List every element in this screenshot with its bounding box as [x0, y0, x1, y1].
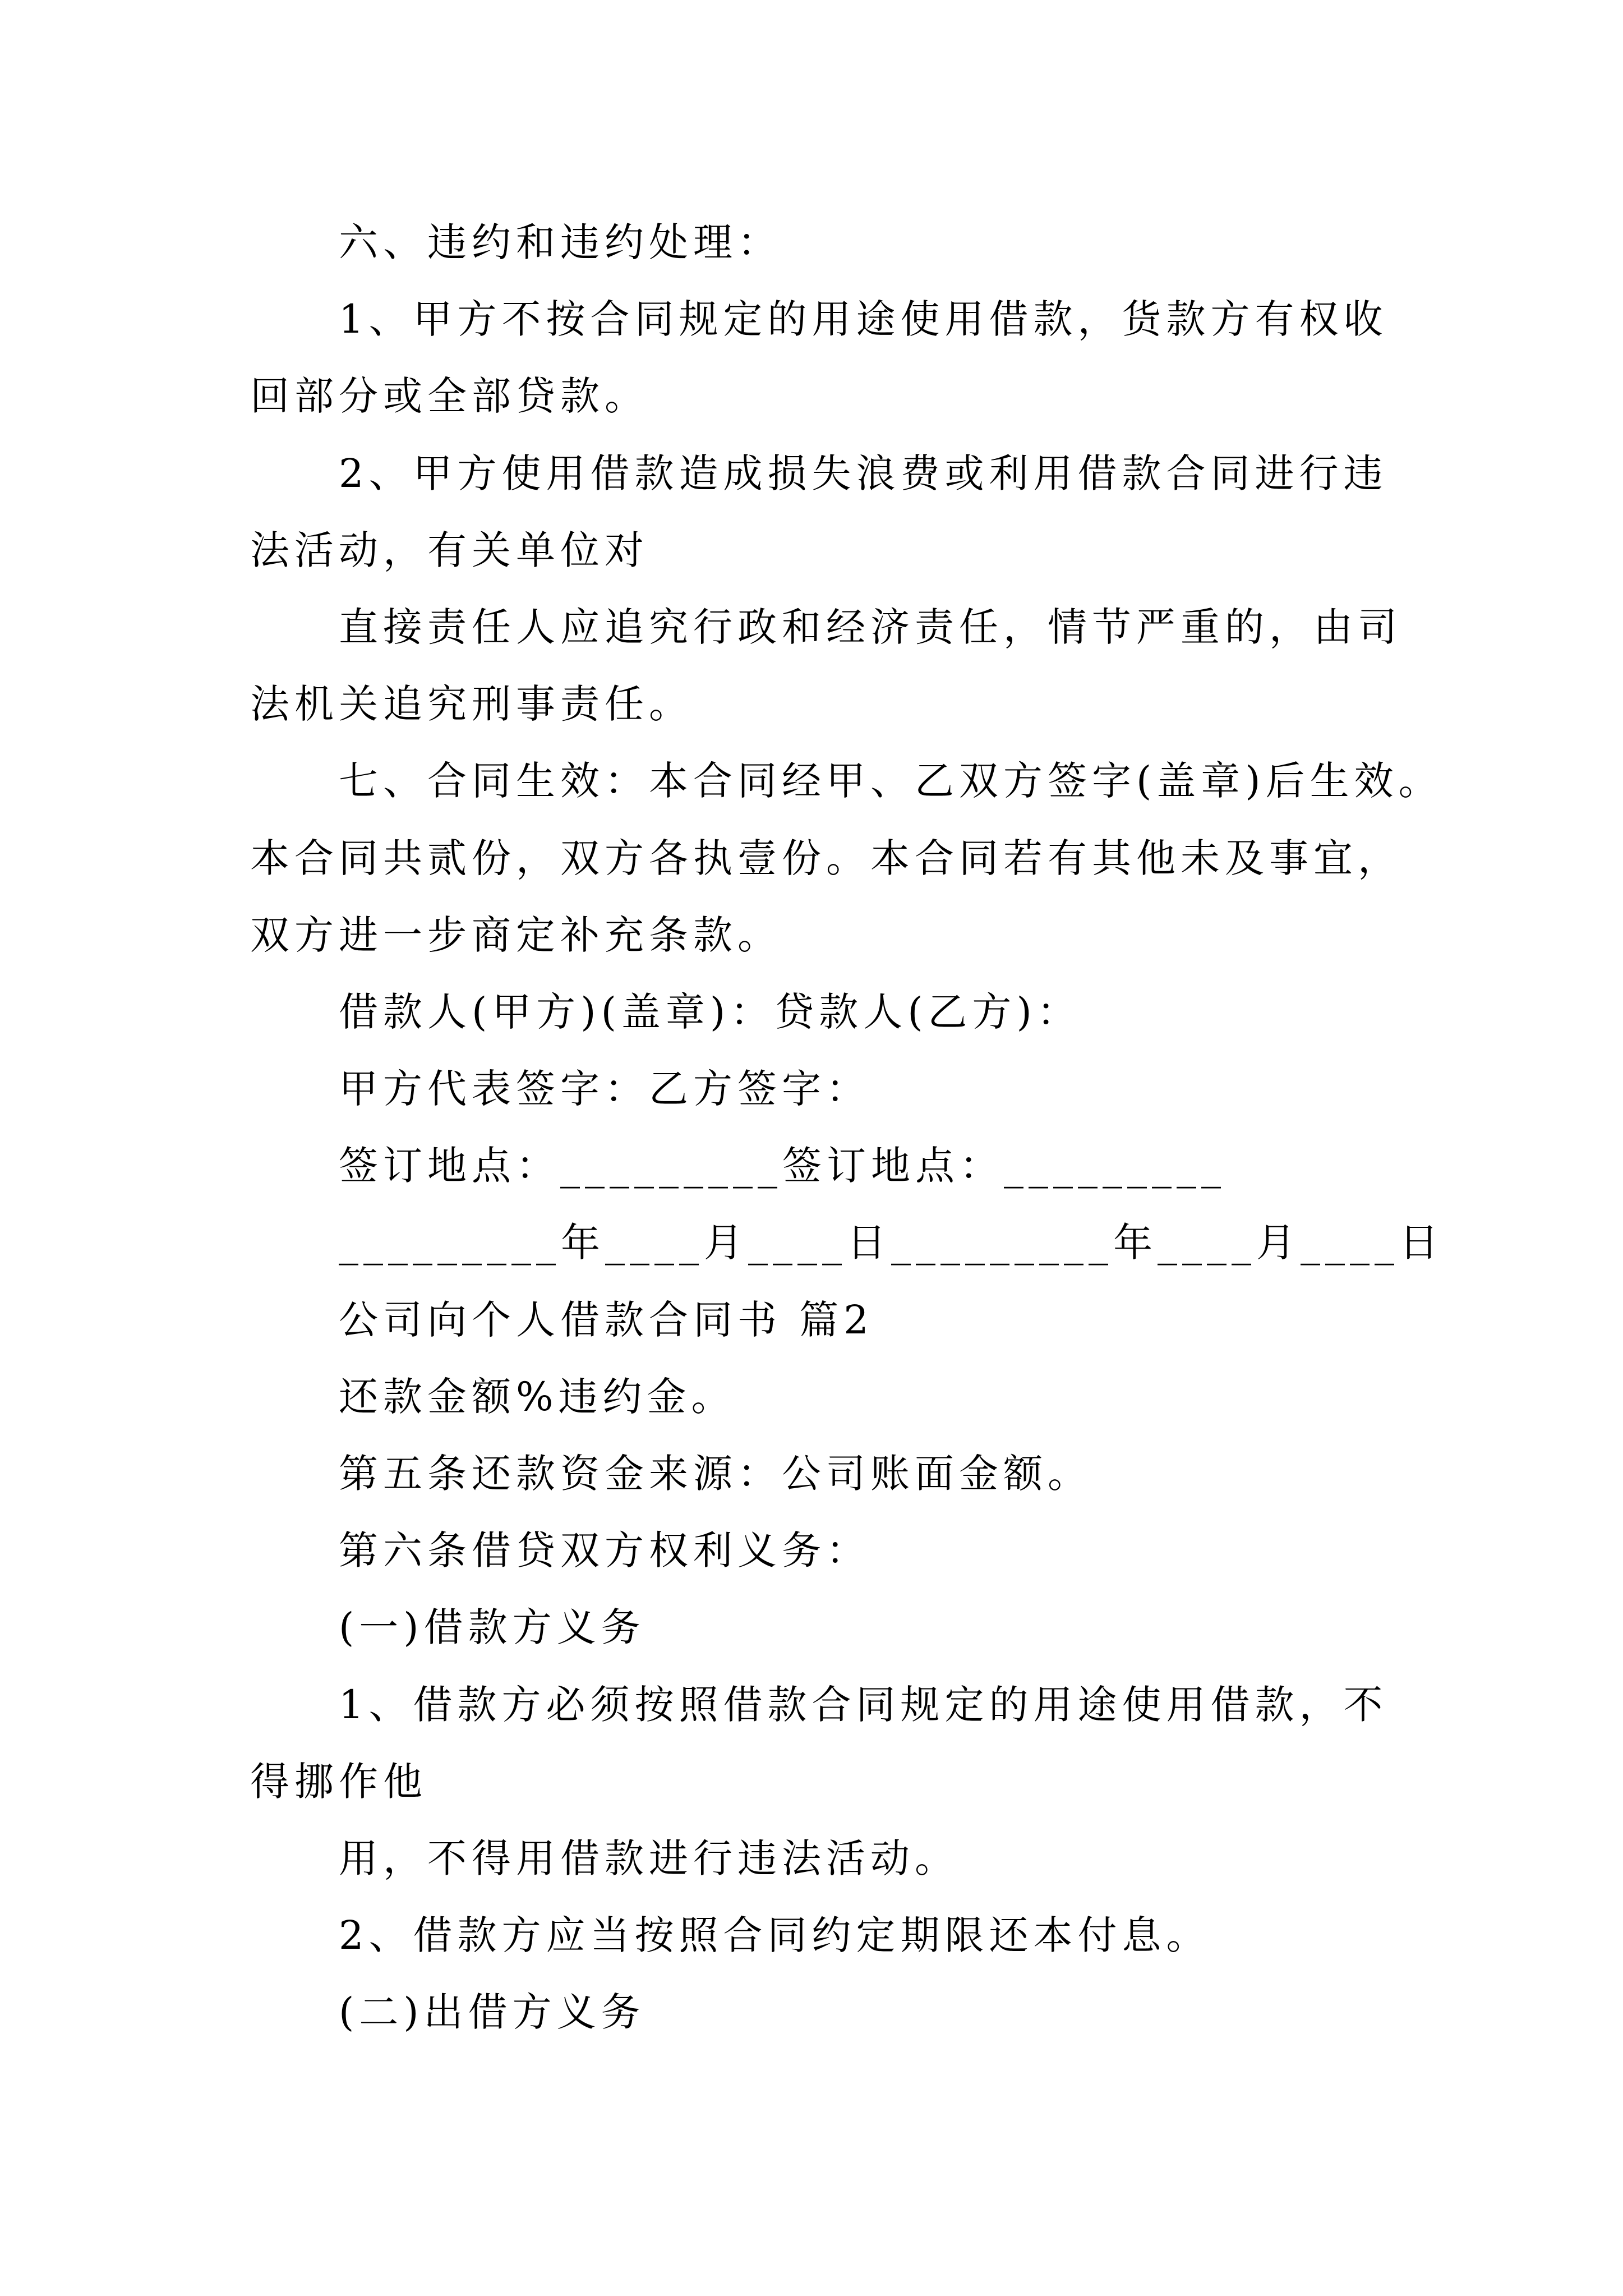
document-line: 本合同共贰份，双方各执壹份。本合同若有其他未及事宜， [250, 835, 1402, 881]
clause-paragraph [250, 281, 1456, 435]
document-line: 第五条还款资金来源：公司账面金额。 [339, 1451, 1092, 1497]
document-line: 用，不得用借款进行违法活动。 [339, 1835, 959, 1881]
clause-paragraph [250, 435, 1456, 589]
document-line: (二)出借方义务 [339, 1989, 645, 2036]
document-line: 1、借款方必须按照借款合同规定的用途使用借款，不 [339, 1681, 1388, 1728]
document-line: 双方进一步商定补充条款。 [250, 912, 782, 958]
lender-obligations-heading [250, 1974, 1456, 2051]
signature-representatives [250, 1051, 1456, 1128]
document-line: 还款金额%违约金。 [339, 1373, 736, 1420]
signing-date [250, 1204, 1456, 1281]
clause-paragraph [250, 1820, 1456, 1897]
document-line: _________年____月____日_________年____月____日 [339, 1220, 1444, 1266]
clause-paragraph [250, 1667, 1456, 1820]
document-line: 甲方代表签字：乙方签字： [339, 1066, 870, 1112]
document-line: 六、违约和违约处理： [339, 219, 782, 265]
document-line: 公司向个人借款合同书 篇2 [339, 1296, 874, 1343]
article-six [250, 1512, 1456, 1589]
document-body [250, 204, 1456, 2051]
borrower-obligations-heading [250, 1589, 1456, 1666]
document-line: 1、甲方不按合同规定的用途使用借款，货款方有权收 [339, 296, 1388, 343]
section-heading-breach [250, 204, 1456, 281]
clause-paragraph [250, 1359, 1456, 1435]
document-line: 回部分或全部贷款。 [250, 373, 649, 420]
document-line: 法活动，有关单位对 [250, 527, 649, 573]
document-line: 法机关追究刑事责任。 [250, 681, 693, 728]
document-line: 借款人(甲方)(盖章)：贷款人(乙方)： [339, 988, 1081, 1035]
clause-paragraph [250, 1897, 1456, 1974]
signing-place [250, 1128, 1456, 1204]
signature-parties [250, 974, 1456, 1051]
article-five [250, 1435, 1456, 1512]
document-line: (一)借款方义务 [339, 1604, 645, 1651]
document-line: 得挪作他 [250, 1758, 427, 1805]
section-effectiveness [250, 743, 1456, 974]
document-line: 七、合同生效：本合同经甲、乙双方签字(盖章)后生效。 [339, 758, 1443, 804]
contract-title [250, 1282, 1456, 1359]
document-line: 2、甲方使用借款造成损失浪费或利用借款合同进行违 [339, 450, 1388, 496]
document-line: 2、借款方应当按照合同约定期限还本付息。 [339, 1912, 1211, 1959]
clause-paragraph [250, 589, 1456, 743]
document-line: 签订地点：_________签订地点：_________ [339, 1143, 1226, 1189]
document-line: 第六条借贷双方权利义务： [339, 1527, 870, 1574]
document-line: 直接责任人应追究行政和经济责任，情节严重的，由司 [339, 604, 1402, 650]
